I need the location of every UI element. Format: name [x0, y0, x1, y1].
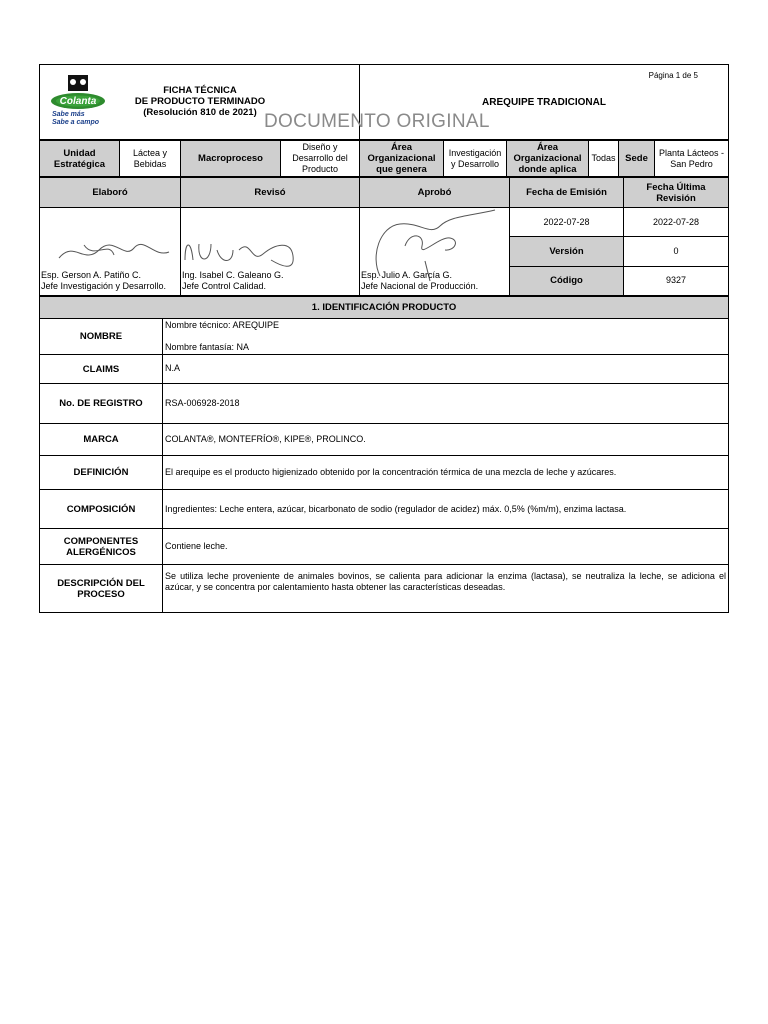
- approvals-table: [39, 177, 729, 296]
- section-title: 1. IDENTIFICACIÓN PRODUCTO: [40, 297, 729, 319]
- elaboro-label: Elaboró: [40, 178, 181, 208]
- header-table: [39, 64, 729, 140]
- sede-label: Sede: [619, 141, 655, 177]
- fecha-revision-label: Fecha Última Revisión: [624, 178, 729, 208]
- logo-slogan: Sabe más Sabe a campo: [52, 111, 100, 126]
- elaboro-signature: [54, 230, 174, 270]
- reviso-signature-cell: [181, 208, 360, 296]
- claims-value: N.A: [163, 355, 729, 384]
- page-number: Página 1 de 5: [648, 71, 698, 80]
- proceso-label: DESCRIPCIÓN DEL PROCESO: [40, 565, 163, 613]
- doc-type: FICHA TÉCNICA: [163, 85, 237, 96]
- header-left-cell: [40, 65, 360, 140]
- composicion-value: Ingredientes: Leche entera, azúcar, bicarbonato de sodio (regulador de acidez) máx. 0,5% (%m/m), enzima lactasa.: [163, 490, 729, 529]
- aprobo-label: Aprobó: [360, 178, 510, 208]
- sede-value: Planta Lácteos - San Pedro: [655, 141, 729, 177]
- watermark: DOCUMENTO ORIGINAL: [264, 111, 490, 132]
- product-title: AREQUIPE TRADICIONAL: [482, 97, 606, 108]
- reviso-role: Jefe Control Calidad.: [182, 281, 267, 291]
- codigo-value: 9327: [624, 266, 729, 295]
- aprobo-name: Esp. Julio A. García G.: [361, 270, 453, 280]
- area-genera-value: Investigación y Desarrollo: [444, 141, 507, 177]
- svg-text:Colanta: Colanta: [59, 96, 97, 107]
- macro-label: Macroproceso: [181, 141, 281, 177]
- nombre-label: NOMBRE: [40, 319, 163, 355]
- area-aplica-label: Área Organizacional donde aplica: [507, 141, 589, 177]
- claims-label: CLAIMS: [40, 355, 163, 384]
- nombre-fantasia: Nombre fantasía: NA: [165, 342, 250, 352]
- registro-label: No. DE REGISTRO: [40, 384, 163, 424]
- alergenicos-value: Contiene leche.: [163, 529, 729, 565]
- elaboro-name: Esp. Gerson A. Patiño C.: [41, 270, 142, 280]
- header-right-cell: [360, 65, 729, 140]
- reviso-name: Ing. Isabel C. Galeano G.: [182, 270, 284, 280]
- fecha-emision-label: Fecha de Emisión: [510, 178, 624, 208]
- marca-label: MARCA: [40, 424, 163, 456]
- proceso-value: Se utiliza leche proveniente de animales bovinos, se calienta para adicionar la enzima (lactasa), se neutraliza la leche, se adiciona el azúcar, y se concentra por calentamiento hasta obtener las características deseadas.: [163, 565, 729, 613]
- colanta-logo: [46, 73, 110, 133]
- alergenicos-label: COMPONENTES ALERGÉNICOS: [40, 529, 163, 565]
- definicion-label: DEFINICIÓN: [40, 456, 163, 490]
- codigo-label: Código: [510, 266, 624, 295]
- aprobo-role: Jefe Nacional de Producción.: [361, 281, 479, 291]
- nombre-tecnico: Nombre técnico: AREQUIPE: [165, 320, 280, 330]
- version-label: Versión: [510, 237, 624, 266]
- area-genera-label: Área Organizacional que genera: [360, 141, 444, 177]
- doc-resolution: (Resolución 810 de 2021): [143, 107, 257, 118]
- composicion-label: COMPOSICIÓN: [40, 490, 163, 529]
- fecha-emision-value: 2022-07-28: [510, 208, 624, 237]
- marca-value: COLANTA®, MONTEFRÍO®, KIPE®, PROLINCO.: [163, 424, 729, 456]
- technical-sheet: [39, 64, 728, 613]
- definicion-value: El arequipe es el producto higienizado obtenido por la concentración térmica de una mezcla de leche y azúcares.: [163, 456, 729, 490]
- meta-table: [39, 140, 729, 177]
- reviso-label: Revisó: [181, 178, 360, 208]
- registro-value: RSA-006928-2018: [163, 384, 729, 424]
- elaboro-role: Jefe Investigación y Desarrollo.: [41, 281, 167, 291]
- macro-value: Diseño y Desarrollo del Producto: [281, 141, 360, 177]
- nombre-value: [163, 319, 729, 355]
- doc-subtype: DE PRODUCTO TERMINADO: [134, 96, 266, 107]
- fecha-revision-value: 2022-07-28: [624, 208, 729, 237]
- area-aplica-value: Todas: [589, 141, 619, 177]
- unidad-value: Láctea y Bebidas: [120, 141, 181, 177]
- identification-table: [39, 296, 729, 613]
- aprobo-signature-cell: [360, 208, 510, 296]
- reviso-signature: [181, 230, 301, 270]
- doc-title-block: [120, 85, 280, 118]
- version-value: 0: [624, 237, 729, 266]
- unidad-label: Unidad Estratégica: [40, 141, 120, 177]
- elaboro-signature-cell: [40, 208, 181, 296]
